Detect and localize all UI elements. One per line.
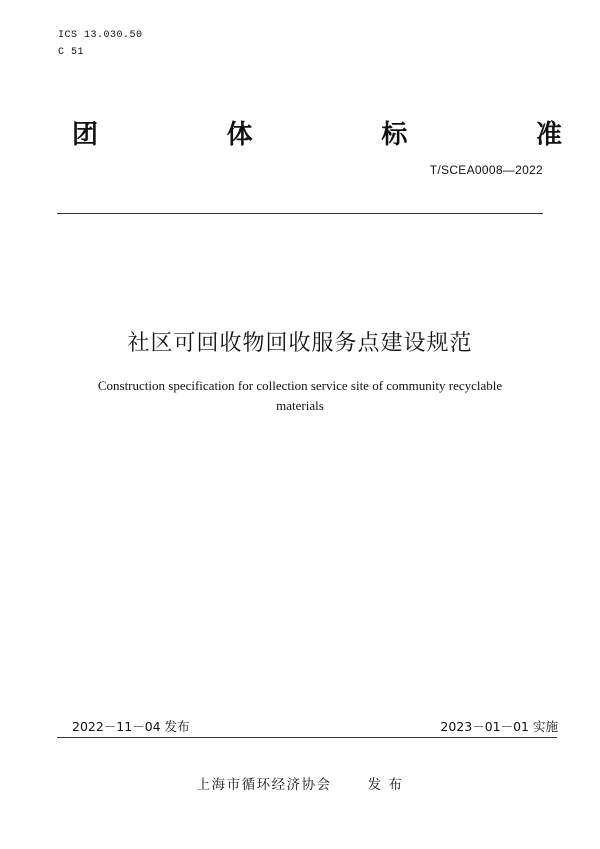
standard-type-char: 团	[72, 120, 99, 150]
standard-type-char: 体	[226, 120, 253, 150]
header-divider	[57, 213, 543, 214]
date-row	[72, 717, 558, 735]
publish-action: 发 布	[367, 777, 404, 793]
release-date: 2022－11－04 发布	[72, 719, 190, 734]
standard-type-heading	[72, 114, 562, 151]
publisher-name: 上海市循环经济协会	[196, 777, 332, 793]
english-title-line1: Construction specification for collection service site of community recyclable	[97, 378, 503, 393]
date-divider	[57, 737, 557, 738]
ics-code: ICS 13.030.50	[58, 30, 143, 41]
implementation-date: 2023－01－01 实施	[440, 719, 558, 734]
english-title-line2: materials	[276, 398, 324, 413]
english-title	[50, 376, 550, 416]
ccs-code: C 51	[58, 47, 85, 58]
publisher-line	[0, 773, 600, 793]
standard-type-char: 准	[535, 120, 562, 150]
chinese-title: 社区可回收物回收服务点建设规范	[127, 331, 473, 356]
standard-type-char: 标	[381, 120, 408, 150]
standard-number: T/SCEA0008—2022	[429, 163, 543, 177]
